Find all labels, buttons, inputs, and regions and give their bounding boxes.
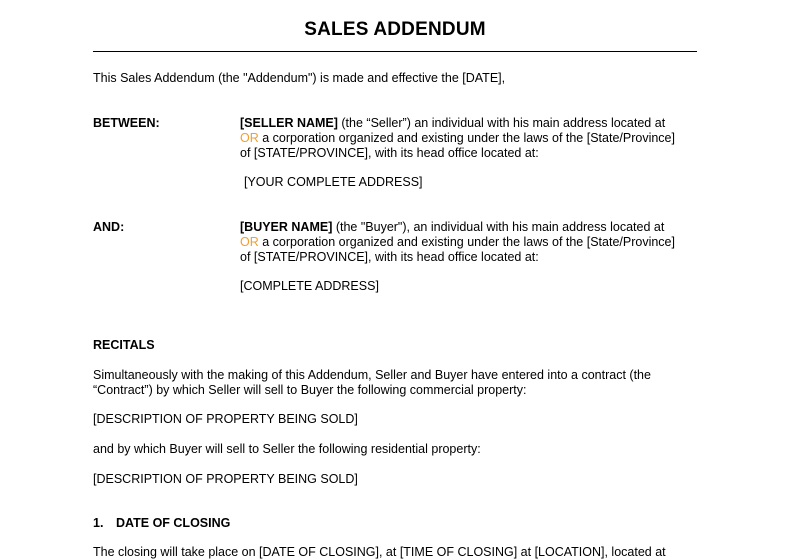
buyer-address: [COMPLETE ADDRESS] [240, 279, 379, 293]
intro-text: This Sales Addendum (the "Addendum") is made and effective the [DATE], [93, 71, 506, 85]
section-1-heading: DATE OF CLOSING [116, 516, 231, 530]
seller-line-1 [240, 116, 665, 131]
buyer-name: [BUYER NAME] [240, 220, 333, 234]
recitals-para1-line2: “Contract”) by which Seller will sell to Buyer the following commercial property: [93, 383, 527, 397]
document-title: SALES ADDENDUM [304, 19, 486, 40]
buyer-line-3: of [STATE/PROVINCE], with its head office located at: [240, 250, 539, 264]
buyer-line-2 [240, 235, 675, 250]
seller-name: [SELLER NAME] [240, 116, 338, 130]
seller-line-1-text: (the “Seller”) an individual with his main address located at [337, 116, 666, 130]
buyer-or: OR [240, 235, 259, 249]
seller-or: OR [240, 131, 259, 145]
section-1-number: 1. [93, 516, 104, 530]
buyer-line-1-text: (the "Buyer"), an individual with his main address located at [332, 220, 665, 234]
recitals-para2: and by which Buyer will sell to Seller the following residential property: [93, 442, 481, 456]
section-1-text: The closing will take place on [DATE OF CLOSING], at [TIME OF CLOSING] at [LOCATION], located at [93, 545, 666, 559]
buyer-line-1 [240, 220, 664, 235]
seller-line-2-text: a corporation organized and existing under the laws of the [State/Province] [258, 131, 675, 145]
seller-line-3: of [STATE/PROVINCE], with its head office located at: [240, 146, 539, 160]
buyer-line-2-text: a corporation organized and existing under the laws of the [State/Province] [258, 235, 675, 249]
recitals-heading: RECITALS [93, 338, 155, 352]
seller-line-2 [240, 131, 675, 146]
title-divider [93, 51, 697, 52]
property-description-2: [DESCRIPTION OF PROPERTY BEING SOLD] [93, 472, 358, 486]
between-label: BETWEEN: [93, 116, 160, 130]
recitals-para1-line1: Simultaneously with the making of this Addendum, Seller and Buyer have entered into a contract (the [93, 368, 651, 382]
property-description-1: [DESCRIPTION OF PROPERTY BEING SOLD] [93, 412, 358, 426]
seller-address: [YOUR COMPLETE ADDRESS] [244, 175, 423, 189]
and-label: AND: [93, 220, 125, 234]
